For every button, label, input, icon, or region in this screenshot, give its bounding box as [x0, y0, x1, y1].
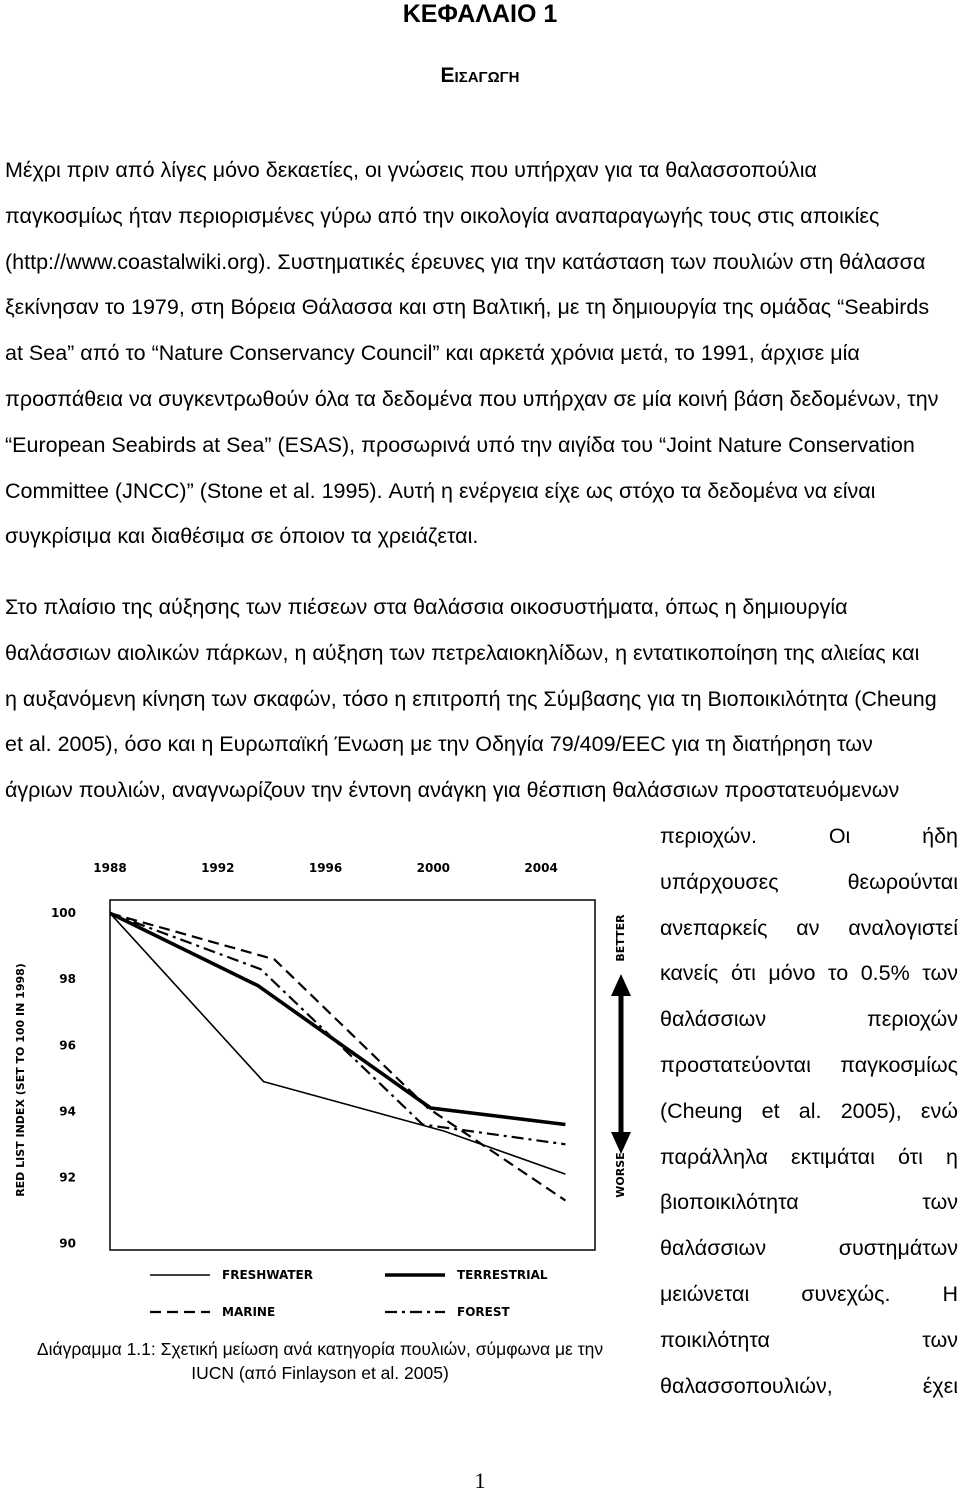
side-line: θαλασσοπουλιών, έχει — [660, 1373, 958, 1398]
paragraph-line: “European Seabirds at Sea” (ESAS), προσωρινά υπό την αιγίδα του “Joint Nature Conservation — [5, 432, 915, 457]
legend-label-forest: FOREST — [457, 1305, 510, 1319]
side-paragraph — [660, 814, 958, 1409]
x-tick-label: 2000 — [416, 861, 451, 875]
paragraph-line: προσπάθεια να συγκεντρωθούν όλα τα δεδομένα που υπήρχαν σε μία κοινή βάση δεδομένων, την — [5, 386, 939, 411]
y-tick-labels — [51, 906, 76, 1250]
x-tick-label: 1988 — [93, 861, 127, 875]
side-line: θαλάσσιων περιοχών — [660, 1007, 958, 1032]
side-line: προστατεύονται παγκοσμίως — [660, 1052, 958, 1077]
paragraph-line: άγριων πουλιών, αναγνωρίζουν την έντονη ανάγκη για θέσπιση θαλάσσιων προστατευόμενων — [5, 778, 900, 803]
side-line: βιοποικιλότητα των — [660, 1190, 958, 1215]
side-line: κανείς ότι μόνο το 0.5% των — [660, 961, 958, 986]
y-axis-label: RED LIST INDEX (SET TO 100 IN 1998) — [14, 963, 27, 1197]
paragraph-line: παγκοσμίως ήταν περιορισμένες γύρω από την οικολογία αναπαραγωγής τους στις αποικίες — [5, 203, 880, 228]
paragraph-line: Committee (JNCC)” (Stone et al. 1995). Αυτή η ενέργεια είχε ως στόχο τα δεδομένα να είναι — [5, 478, 876, 503]
figure-red-list-index — [10, 850, 627, 1330]
paragraph-line: θαλάσσιων αιολικών πάρκων, η αύξηση των πετρελαιοκηλίδων, η εντατικοποίηση της αλιείας και — [5, 640, 920, 665]
x-tick-label: 2004 — [524, 861, 558, 875]
side-line: (Cheung et al. 2005), ενώ — [660, 1098, 958, 1123]
paragraph-line: η αυξανόμενη κίνηση των σκαφών, τόσο η επιτροπή της Σύμβασης για τη Βιοποικιλότητα (Cheung — [5, 686, 937, 711]
paragraph-line: Μέχρι πριν από λίγες μόνο δεκαετίες, οι γνώσεις που υπήρχαν για τα θαλασσοπούλια — [5, 158, 817, 182]
page-number: 1 — [474, 1468, 486, 1493]
y-tick-label: 96 — [59, 1038, 76, 1053]
red-list-chart — [10, 850, 627, 1330]
better-label: BETTER — [614, 914, 627, 962]
section-title-text: Εισαγωγη — [440, 64, 520, 87]
side-line: ανεπαρκείς αν αναλογιστεί — [660, 915, 958, 940]
y-tick-label: 92 — [59, 1170, 76, 1185]
figure-caption — [20, 1337, 620, 1385]
chapter-title: ΚΕΦΑΛΑΙΟ 1 — [402, 0, 558, 28]
side-line: παράλληλα εκτιμάται ότι η — [660, 1144, 958, 1169]
legend-label-terrestrial: TERRESTRIAL — [457, 1268, 548, 1282]
better-worse-arrow — [611, 974, 631, 1154]
caption-line-1: Διάγραμμα 1.1: Σχετική μείωση ανά κατηγορία πουλιών, σύμφωνα με την — [36, 1339, 604, 1359]
section-title — [0, 63, 960, 89]
legend-label-freshwater: FRESHWATER — [222, 1268, 313, 1282]
y-tick-label: 100 — [50, 906, 76, 921]
side-line: ποικιλότητα των — [660, 1327, 958, 1352]
series-lines — [110, 913, 565, 1200]
caption-line-2: IUCN (από Finlayson et al. 2005) — [191, 1363, 449, 1383]
paragraph-2 — [5, 585, 957, 814]
x-tick-label: 1992 — [201, 861, 235, 875]
paragraph-line: Στο πλαίσιο της αύξησης των πιέσεων στα θαλάσσια οικοσυστήματα, όπως η δημιουργία — [5, 595, 848, 619]
y-tick-label: 98 — [59, 972, 76, 987]
legend-label-marine: MARINE — [222, 1305, 276, 1319]
paragraph-line: συγκρίσιμα και διαθέσιμα σε όποιον τα χρειάζεται. — [5, 524, 479, 549]
y-tick-label: 90 — [59, 1236, 76, 1251]
paragraph-line: (http://www.coastalwiki.org). Συστηματικές έρευνες για την κατάσταση των πουλιών στη θάλασσα — [5, 249, 926, 274]
side-line: θαλάσσιων συστημάτων — [660, 1236, 958, 1261]
paragraph-line: ξεκίνησαν το 1979, στη Βόρεια Θάλασσα και στη Βαλτική, με τη δημιουργία της ομάδας “Seabirds — [5, 295, 930, 320]
side-line: υπάρχουσες θεωρούνται — [660, 869, 958, 894]
paragraph-1 — [5, 148, 957, 560]
series-line-terrestrial — [110, 913, 565, 1124]
legend — [150, 1268, 548, 1319]
paragraph-line: et al. 2005), όσο και η Ευρωπαϊκή Ένωση με την Οδηγία 79/409/EEC για τη διατήρηση των — [5, 732, 873, 757]
paragraph-line: at Sea” από το “Nature Conservancy Council” και αρκετά χρόνια μετά, το 1991, άρχισε μία — [5, 341, 860, 366]
worse-label: WORSE — [614, 1152, 627, 1198]
side-line: περιοχών. Οι ήδη — [660, 824, 958, 848]
x-tick-label: 1996 — [308, 861, 343, 875]
plot-frame — [110, 900, 595, 1250]
x-tick-labels — [93, 861, 558, 875]
y-tick-label: 94 — [59, 1104, 76, 1119]
side-line: μειώνεται συνεχώς. Η — [660, 1281, 958, 1306]
series-line-marine — [110, 913, 565, 1200]
